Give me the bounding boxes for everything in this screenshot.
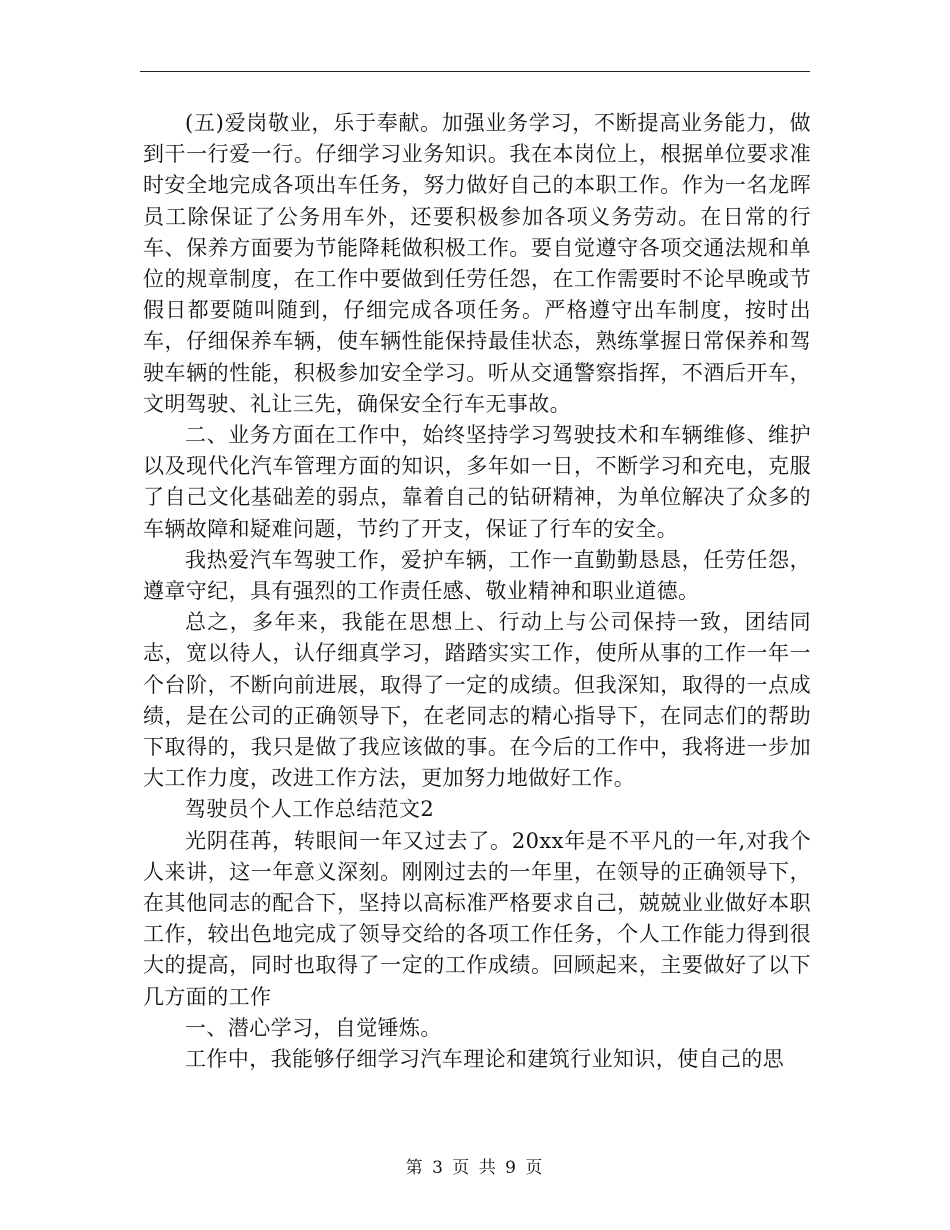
paragraph-business: 二、业务方面在工作中，始终坚持学习驾驶技术和车辆维修、维护以及现代化汽车管理方面的知识，多年如一日，不断学习和充电，克服了自己文化基础差的弱点，靠着自己的钻研精神，为单位解决了众多的车辆故障和疑难问题，节约了开支，保证了行车的安全。 [143, 423, 811, 541]
document-body [143, 108, 811, 1075]
paragraph-dedication: (五)爱岗敬业，乐于奉献。加强业务学习，不断提高业务能力，做到干一行爱一行。仔细学习业务知识。我在本岗位上，根据单位要求准时安全地完成各项出车任务，努力做好自己的本职工作。作为一名龙晖员工除保证了公务用车外，还要积极参加各项义务劳动。在日常的行车、保养方面要为节能降耗做积极工作。要自觉遵守各项交通法规和单位的规章制度，在工作中要做到任劳任怨，在工作需要时不论早晚或节假日都要随叫随到，仔细完成各项任务。严格遵守出车制度，按时出车，仔细保养车辆，使车辆性能保持最佳状态，熟练掌握日常保养和驾驶车辆的性能，积极参加安全学习。听从交通警察指挥，不酒后开车，文明驾驶、礼让三先，确保安全行车无事故。 [143, 111, 811, 416]
paragraph-summary: 总之，多年来，我能在思想上、行动上与公司保持一致，团结同志，宽以待人，认仔细真学习，踏踏实实工作，使所从事的工作一年一个台阶，不断向前进展，取得了一定的成绩。但我深知，取得的一点成绩，是在公司的正确领导下，在老同志的精心指导下，在同志们的帮助下取得的，我只是做了我应该做的事。在今后的工作中，我将进一步加大工作力度，改进工作方法，更加努力地做好工作。 [143, 610, 811, 791]
section-subtitle: 一、潜心学习，自觉锤炼。 [185, 1015, 442, 1040]
paragraph-year-review: 光阴荏苒，转眼间一年又过去了。20xx年是不平凡的一年,对我个人来讲，这一年意义深刻。刚刚过去的一年里，在领导的正确领导下，在其他同志的配合下，坚持以高标准严格要求自己，兢兢业业做好本职工作，较出色地完成了领导交给的各项工作任务，个人工作能力得到很大的提高，同时也取得了一定的工作成绩。回顾起来，主要做好了以下几方面的工作 [143, 828, 811, 1009]
header-rule [140, 71, 810, 72]
paragraph-study: 工作中，我能够仔细学习汽车理论和建筑行业知识，使自己的思 [185, 1047, 785, 1072]
page-number: 第 3 页 共 9 页 [405, 1158, 545, 1178]
paragraph-love-driving: 我热爱汽车驾驶工作，爱护车辆，工作一直勤勤恳恳，任劳任怨，遵章守纪，具有强烈的工作责任感、敬业精神和职业道德。 [143, 547, 811, 604]
section-title: 驾驶员个人工作总结范文2 [185, 797, 435, 822]
